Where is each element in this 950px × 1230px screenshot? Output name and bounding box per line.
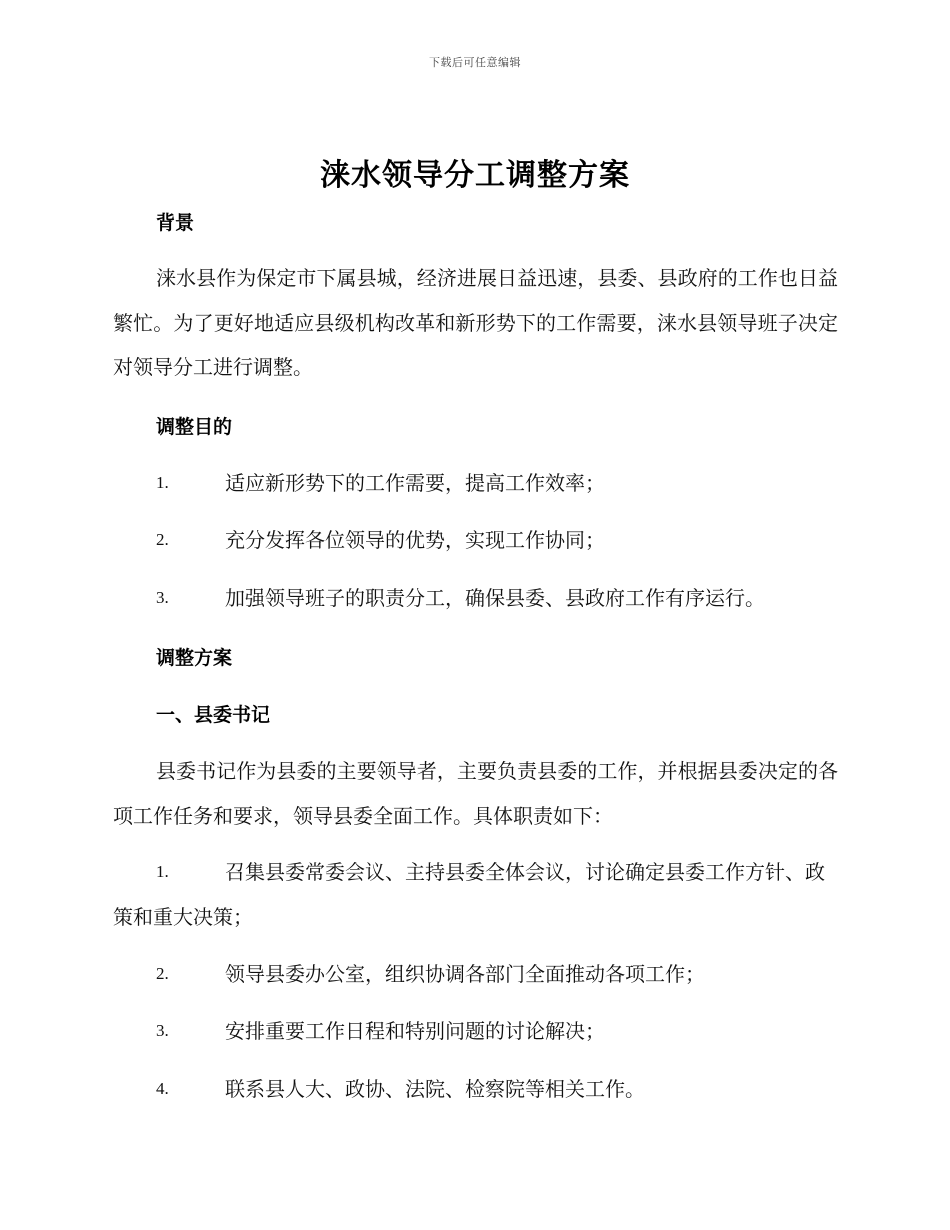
list-text: 适应新形势下的工作需要，提高工作效率； xyxy=(225,471,605,495)
heading-purpose: 调整目的 xyxy=(156,416,233,438)
secretary-list-item-3 xyxy=(113,1009,838,1054)
purpose-list-item-1 xyxy=(113,461,838,506)
document-title: 涞水领导分工调整方案 xyxy=(320,158,630,193)
secretary-list-item-4 xyxy=(113,1067,838,1112)
list-number: 2. xyxy=(156,964,169,983)
secretary-list-item-1 xyxy=(113,850,838,939)
list-number: 4. xyxy=(156,1079,169,1098)
heading-secretary: 一、县委书记 xyxy=(156,704,271,726)
secretary-list-item-2 xyxy=(113,952,838,997)
list-text: 召集县委常委会议、主持县委全体会议，讨论确定县委工作方针、政策和重大决策； xyxy=(113,860,825,929)
heading-plan: 调整方案 xyxy=(156,647,233,669)
header-note: 下载后可任意编辑 xyxy=(429,56,521,69)
list-number: 3. xyxy=(156,588,169,607)
paragraph-background: 涞水县作为保定市下属县城，经济进展日益迅速，县委、县政府的工作也日益繁忙。为了更好地适应县级机构改革和新形势下的工作需要，涞水县领导班子决定对领导分工进行调整。 xyxy=(113,266,838,379)
heading-background: 背景 xyxy=(156,212,195,234)
list-text: 加强领导班子的职责分工，确保县委、县政府工作有序运行。 xyxy=(225,586,765,610)
list-number: 1. xyxy=(156,473,169,492)
list-text: 充分发挥各位领导的优势，实现工作协同； xyxy=(225,528,605,552)
list-text: 联系县人大、政协、法院、检察院等相关工作。 xyxy=(225,1077,645,1101)
paragraph-secretary: 县委书记作为县委的主要领导者，主要负责县委的工作，并根据县委决定的各项工作任务和要求，领导县委全面工作。具体职责如下： xyxy=(113,759,838,828)
list-number: 2. xyxy=(156,530,169,549)
list-text: 领导县委办公室，组织协调各部门全面推动各项工作； xyxy=(225,962,705,986)
purpose-list-item-3 xyxy=(113,576,838,621)
list-number: 1. xyxy=(156,862,169,881)
purpose-list-item-2 xyxy=(113,518,838,563)
list-text: 安排重要工作日程和特别问题的讨论解决； xyxy=(225,1019,605,1043)
list-number: 3. xyxy=(156,1021,169,1040)
